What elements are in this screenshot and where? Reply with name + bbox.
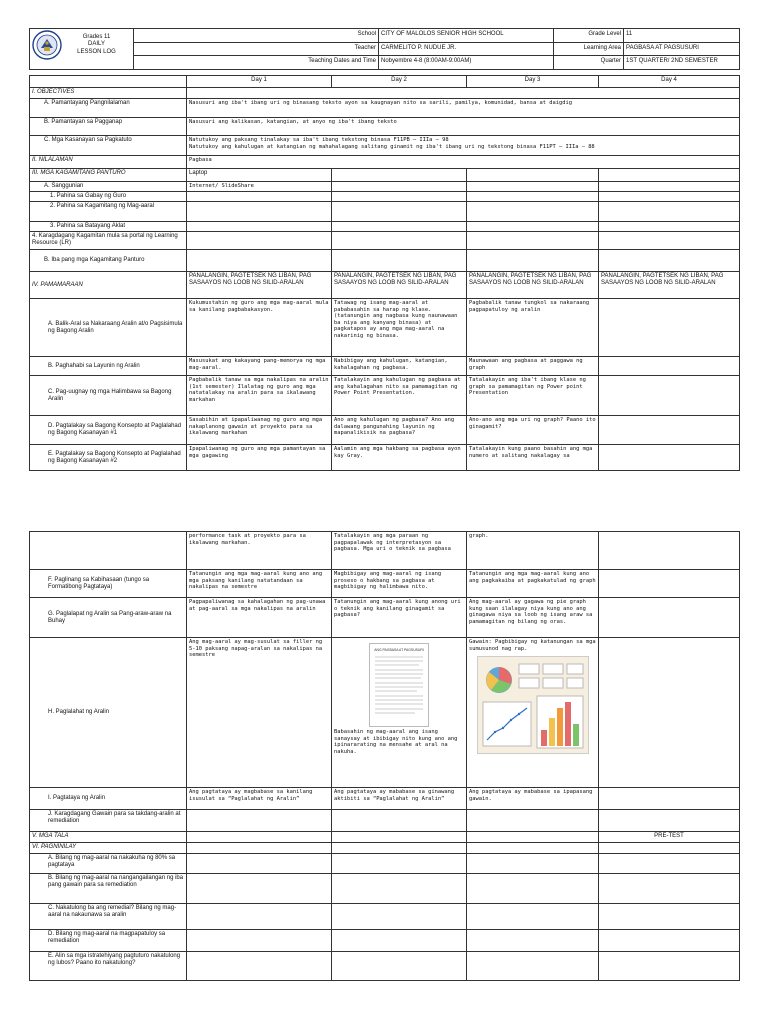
pag-uugnay-day2: Tatalakayin ang kahulugan ng pagbasa at ang kahalagahan nito sa pamamagitan ng Power Point Presentation. bbox=[332, 376, 467, 416]
continuation-day2: Tatalakayin ang mga paraan ng pagpapalawak ng interpretasyon sa pagbasa. Mga uri o teknik sa pagbasa bbox=[332, 532, 467, 570]
paghahabi-day2: Nabibigay ang kahulugan, katangian, kahalagahan ng pagbasa. bbox=[332, 357, 467, 376]
day-1-header: Day 1 bbox=[187, 76, 332, 88]
pag-uugnay-day1: Pagbabalik tanaw sa mga nakalipas na aralin (1st semester) Ilalatag ng guro ang mga natatalakay na aralin para sa ikalawang markahan bbox=[187, 376, 332, 416]
lr-portal-label: 4. Karagdagang Kagamitan mula sa portal ng Learning Resource (LR) bbox=[30, 232, 187, 250]
nilalaman-heading: II. NILALAMAN bbox=[30, 156, 187, 169]
kagamitang-magaaral-label: 2. Pahina sa Kagamitang ng Mag-aaral bbox=[30, 202, 187, 222]
paglinang-label: F. Paglinang sa Kabihasaan (tungo sa Formatibong Pagtataya) bbox=[30, 570, 187, 598]
ninilay-a-label: A. Bilang ng mag-aaral na nakakuha ng 80% sa pagtataya bbox=[30, 854, 187, 874]
row-c-label: C. Mga Kasanayan sa Pagkatuto bbox=[30, 136, 187, 156]
pag-uugnay-day3: Tatalakayin ang iba't ibang klase ng graph sa pamamagitan ng Power point Presentation bbox=[467, 376, 599, 416]
sanggunian-text: Internet/ SlideShare bbox=[187, 182, 332, 192]
row-c-text2: Natutukoy ang kahulugan at katangian ng mahahalagang salitang ginamit ng iba't ibang uri ng tekstong binasa F11PT – IIIa – 88 bbox=[189, 143, 595, 150]
graph-worksheet-image bbox=[477, 656, 589, 754]
day-2-header: Day 2 bbox=[332, 76, 467, 88]
pagninilay-heading: VI. PAGNINILAY bbox=[30, 843, 187, 854]
pamamaraan-day3: PANALANGIN, PAGTETSEK NG LIBAN, PAG SASAAYOS NG LOOB NG SILID-ARALAN bbox=[467, 272, 599, 299]
header-table bbox=[29, 28, 740, 70]
gabay-guro-label: 1. Pahina sa Gabay ng Guro bbox=[30, 192, 187, 202]
grade-line: Grades 11 bbox=[82, 33, 111, 40]
pagtataya-day1: Ang pagtataya ay magbabase sa kanilang isusulat sa “Paglalahat ng Aralin” bbox=[187, 788, 332, 810]
school-value: CITY OF MALOLOS SENIOR HIGH SCHOOL bbox=[379, 29, 554, 43]
pamamaraan-heading: IV. PAMAMARAAN bbox=[30, 272, 187, 299]
teacher-value: CARMELITO P. NUDUE JR. bbox=[379, 43, 554, 56]
continuation-day3: graph. bbox=[467, 532, 599, 570]
school-label: School bbox=[134, 29, 379, 43]
teacher-label: Teacher bbox=[134, 43, 379, 56]
nilalaman-text: Pagbasa bbox=[187, 156, 740, 169]
row-b-text: Nasusuri ang kalikasan, katangian, at anyo ng iba't ibang teksto bbox=[187, 118, 740, 136]
pagtalakay-2-day1: Ipapaliwanag ng guro ang mga pamantayan sa mga gagawing bbox=[187, 445, 332, 471]
objectives-heading: I. OBJECTIVES bbox=[30, 88, 187, 99]
batayang-aklat-label: 3. Pahina sa Batayang Aklat bbox=[30, 222, 187, 232]
paglalapat-day2: Tatanungin ang mag-aaral kung anong uri o teknik ang kanilang ginagamit sa pagbasa? bbox=[332, 598, 467, 638]
paglalapat-label: G. Paglalapat ng Aralin sa Pang-araw-araw na Buhay bbox=[30, 598, 187, 638]
grade-level-label: Grade Level bbox=[554, 29, 624, 43]
pagtalakay-2-day3: Tatalakayin kung paano basahin ang mga numero at salitang nakalagay sa bbox=[467, 445, 599, 471]
learning-area-value: PAGBASA AT PAGSUSURI bbox=[624, 43, 740, 56]
row-a-label: A. Pamantayang Pangnilalaman bbox=[30, 99, 187, 118]
paglalahat-label: H. Paglalahat ng Aralin bbox=[30, 638, 187, 788]
paglinang-day1: Tatanungin ang mga mag-aaral kung ano ang mga paksang kanilang natatandaan sa nakalipas na semestre bbox=[187, 570, 332, 598]
lesson-log-table-page1 bbox=[29, 75, 740, 471]
quarter-value: 1ST QUARTER/ 2ND SEMESTER bbox=[624, 56, 740, 70]
pamamaraan-day1: PANALANGIN, PAGTETSEK NG LIBAN, PAG SASAAYOS NG LOOB NG SILID-ARALAN bbox=[187, 272, 332, 299]
ninilay-b-label: B. Bilang ng mag-aaral na nangangailangan ng iba pang gawain para sa remediation bbox=[30, 874, 187, 904]
lesson-log-table-page2 bbox=[29, 531, 740, 981]
sanggunian-label: A. Sanggunian bbox=[30, 182, 187, 192]
pagtalakay-1-day3: Ano-ano ang mga uri ng graph? Paano ito ginagamit? bbox=[467, 416, 599, 445]
paglinang-day2: Magbibigay ang mag-aaral ng isang proseso o hakbang sa pagbasa at magbibigay ng halimbawa nito. bbox=[332, 570, 467, 598]
paghahabi-day3: Maunawaan ang pagbasa at paggawa ng graph bbox=[467, 357, 599, 376]
paglalahat-day2: Babasahin ng mag-aaral ang isang sanaysay at ibibigay nito kung ano ang ipinararating na mensahe at aral na nakuha. bbox=[334, 729, 458, 755]
pagtataya-day2: Ang pagtataya ay mababase sa ginawang aktibiti sa “Paglalahat ng Aralin” bbox=[332, 788, 467, 810]
pagtalakay-1-label: D. Pagtalakay sa Bagong Konsepto at Paglalahad ng Bagong Kasanayan #1 bbox=[30, 416, 187, 445]
pamamaraan-day2: PANALANGIN, PAGTETSEK NG LIBAN, PAG SASAAYOS NG LOOB NG SILID-ARALAN bbox=[332, 272, 467, 299]
doc-title-1: DAILY bbox=[88, 41, 105, 48]
day-4-header: Day 4 bbox=[599, 76, 740, 88]
learning-area-label: Learning Area bbox=[554, 43, 624, 56]
pag-uugnay-label: C. Pag-uugnay ng mga Halimbawa sa Bagong Aralin bbox=[30, 376, 187, 416]
paglalahat-day3: Gawain: Pagbibigay ng katanungan sa mga sumusunod nag rap. bbox=[469, 639, 596, 652]
continuation-day1: performance task at proyekto para sa ikalawang markahan. bbox=[187, 532, 332, 570]
kagamitan-heading: III. MGA KAGAMITANG PANTURO bbox=[30, 169, 187, 182]
pagtalakay-1-day2: Ano ang kahulugan ng pagbasa? Ano ang dalawang pangunahing layunin ng mapanalikisik na pagbasa? bbox=[332, 416, 467, 445]
balik-aral-label: A. Balik-Aral sa Nakaraang Aralin at/o Pagsisimula ng Bagong Aralin bbox=[30, 299, 187, 357]
day-3-header: Day 3 bbox=[467, 76, 599, 88]
ninilay-c-label: C. Nakatulong ba ang remedial? Bilang ng mag-aaral na nakaunawa sa aralin bbox=[30, 904, 187, 930]
logo-cell bbox=[30, 29, 134, 70]
paghahabi-day1: Masusukat ang kakayang pang-memorya ng mga mag-aaral. bbox=[187, 357, 332, 376]
grade-level-value: 11 bbox=[624, 29, 740, 43]
days-header-row bbox=[30, 76, 740, 88]
dates-label: Teaching Dates and Time bbox=[134, 56, 379, 70]
balik-aral-day3: Pagbabalik tanaw tungkol sa nakaraang pagpapatuloy ng aralin bbox=[467, 299, 599, 357]
paglalapat-day3: Ang mag-aaral ay gagawa ng pie graph kung saan ilalagay niya kung ano ang ginagawa niya sa loob ng isang araw sa pamamagitan ng bilang ng oras. bbox=[467, 598, 599, 638]
paglalahat-day3-cell bbox=[467, 638, 599, 788]
paghahabi-label: B. Paghahabi sa Layunin ng Aralin bbox=[30, 357, 187, 376]
pagtalakay-2-label: E. Pagtalakay sa Bagong Konsepto at Paglalahad ng Bagong Kasanayan #2 bbox=[30, 445, 187, 471]
paglinang-day3: Tatanungin ang mga mag-aaral kung ano ang pagkakaiba at pagkakatulad ng graph bbox=[467, 570, 599, 598]
paglalahat-day1: Ang mag-aaral ay mag-susulat sa filler ng 5-10 paksang napag-aralan sa nakalipas na semestre bbox=[187, 638, 332, 788]
mga-tala-heading: V. MGA TALA bbox=[30, 832, 187, 843]
kagamitan-text: Laptop bbox=[187, 169, 332, 182]
mga-tala-day4: PRE-TEST bbox=[599, 832, 740, 843]
row-a-text: Nasusuri ang iba't ibang uri ng binasang teksto ayon sa kaugnayan nito sa sarili, pamilya, komunidad, bansa at daigdig bbox=[187, 99, 740, 118]
balik-aral-day1: Kukumustahin ng guro ang mga mag-aaral mula sa kanilang pagbabakasyon. bbox=[187, 299, 332, 357]
ninilay-d-label: D. Bilang ng mag-aaral na magpapatuloy sa remediation bbox=[30, 930, 187, 952]
karagdagang-gawain-label: J. Karagdagang Gawain para sa takdang-aralin at remediation bbox=[30, 810, 187, 832]
iba-pang-kagamitan-label: B. Iba pang mga Kagamitang Panturo bbox=[30, 250, 187, 272]
pamamaraan-day4: PANALANGIN, PAGTETSEK NG LIBAN, PAG SASAAYOS NG LOOB NG SILID-ARALAN bbox=[599, 272, 740, 299]
dates-value: Nobyembre 4-8 (8:00AM-9:00AM) bbox=[379, 56, 554, 70]
pagtataya-day3: Ang pagtataya ay mababase sa ipapasang gawain. bbox=[467, 788, 599, 810]
balik-aral-day2: Tatawag ng isang mag-aaral at pababasahin sa harap ng klase. (tatanungin ang nagbasa kung naunawaan ba niya ang kanyang binasa) at pagkatapos ay ang mga mag-aaral na nakarinig ng binasa. bbox=[332, 299, 467, 357]
doc-title-2: LESSON LOG bbox=[77, 48, 116, 55]
paglalahat-day2-cell bbox=[332, 638, 467, 788]
ninilay-e-label: E. Alin sa mga istratehiyang pagtuturo nakatulong ng lubos? Paano ito nakatulong? bbox=[30, 952, 187, 981]
pagtalakay-2-day2: Aalamin ang mga hakbang sa pagbasa ayon kay Gray. bbox=[332, 445, 467, 471]
quarter-label: Quarter bbox=[554, 56, 624, 70]
document-thumbnail-image bbox=[369, 643, 429, 727]
paglalapat-day1: Pagpapaliwanag sa kahalagahan ng pag-unawa at pag-aaral sa mga nakalipas na aralin bbox=[187, 598, 332, 638]
pagtataya-label: I. Pagtataya ng Aralin bbox=[30, 788, 187, 810]
row-b-label: B. Pamantayan sa Pagganap bbox=[30, 118, 187, 136]
deped-seal-icon bbox=[32, 30, 62, 60]
pagtalakay-1-day1: Sasabihin at ipapaliwanag ng guro ang mga nakaplanong gawain at proyekto para sa ikalawang markahan bbox=[187, 416, 332, 445]
thumbnail-title: ANG PAGBASA AT PAGSUSURI bbox=[374, 648, 424, 652]
row-c-text1: Natutukoy ang paksang tinalakay sa iba't ibang tekstong binasa F11PB – IIIa – 98 bbox=[189, 137, 449, 143]
